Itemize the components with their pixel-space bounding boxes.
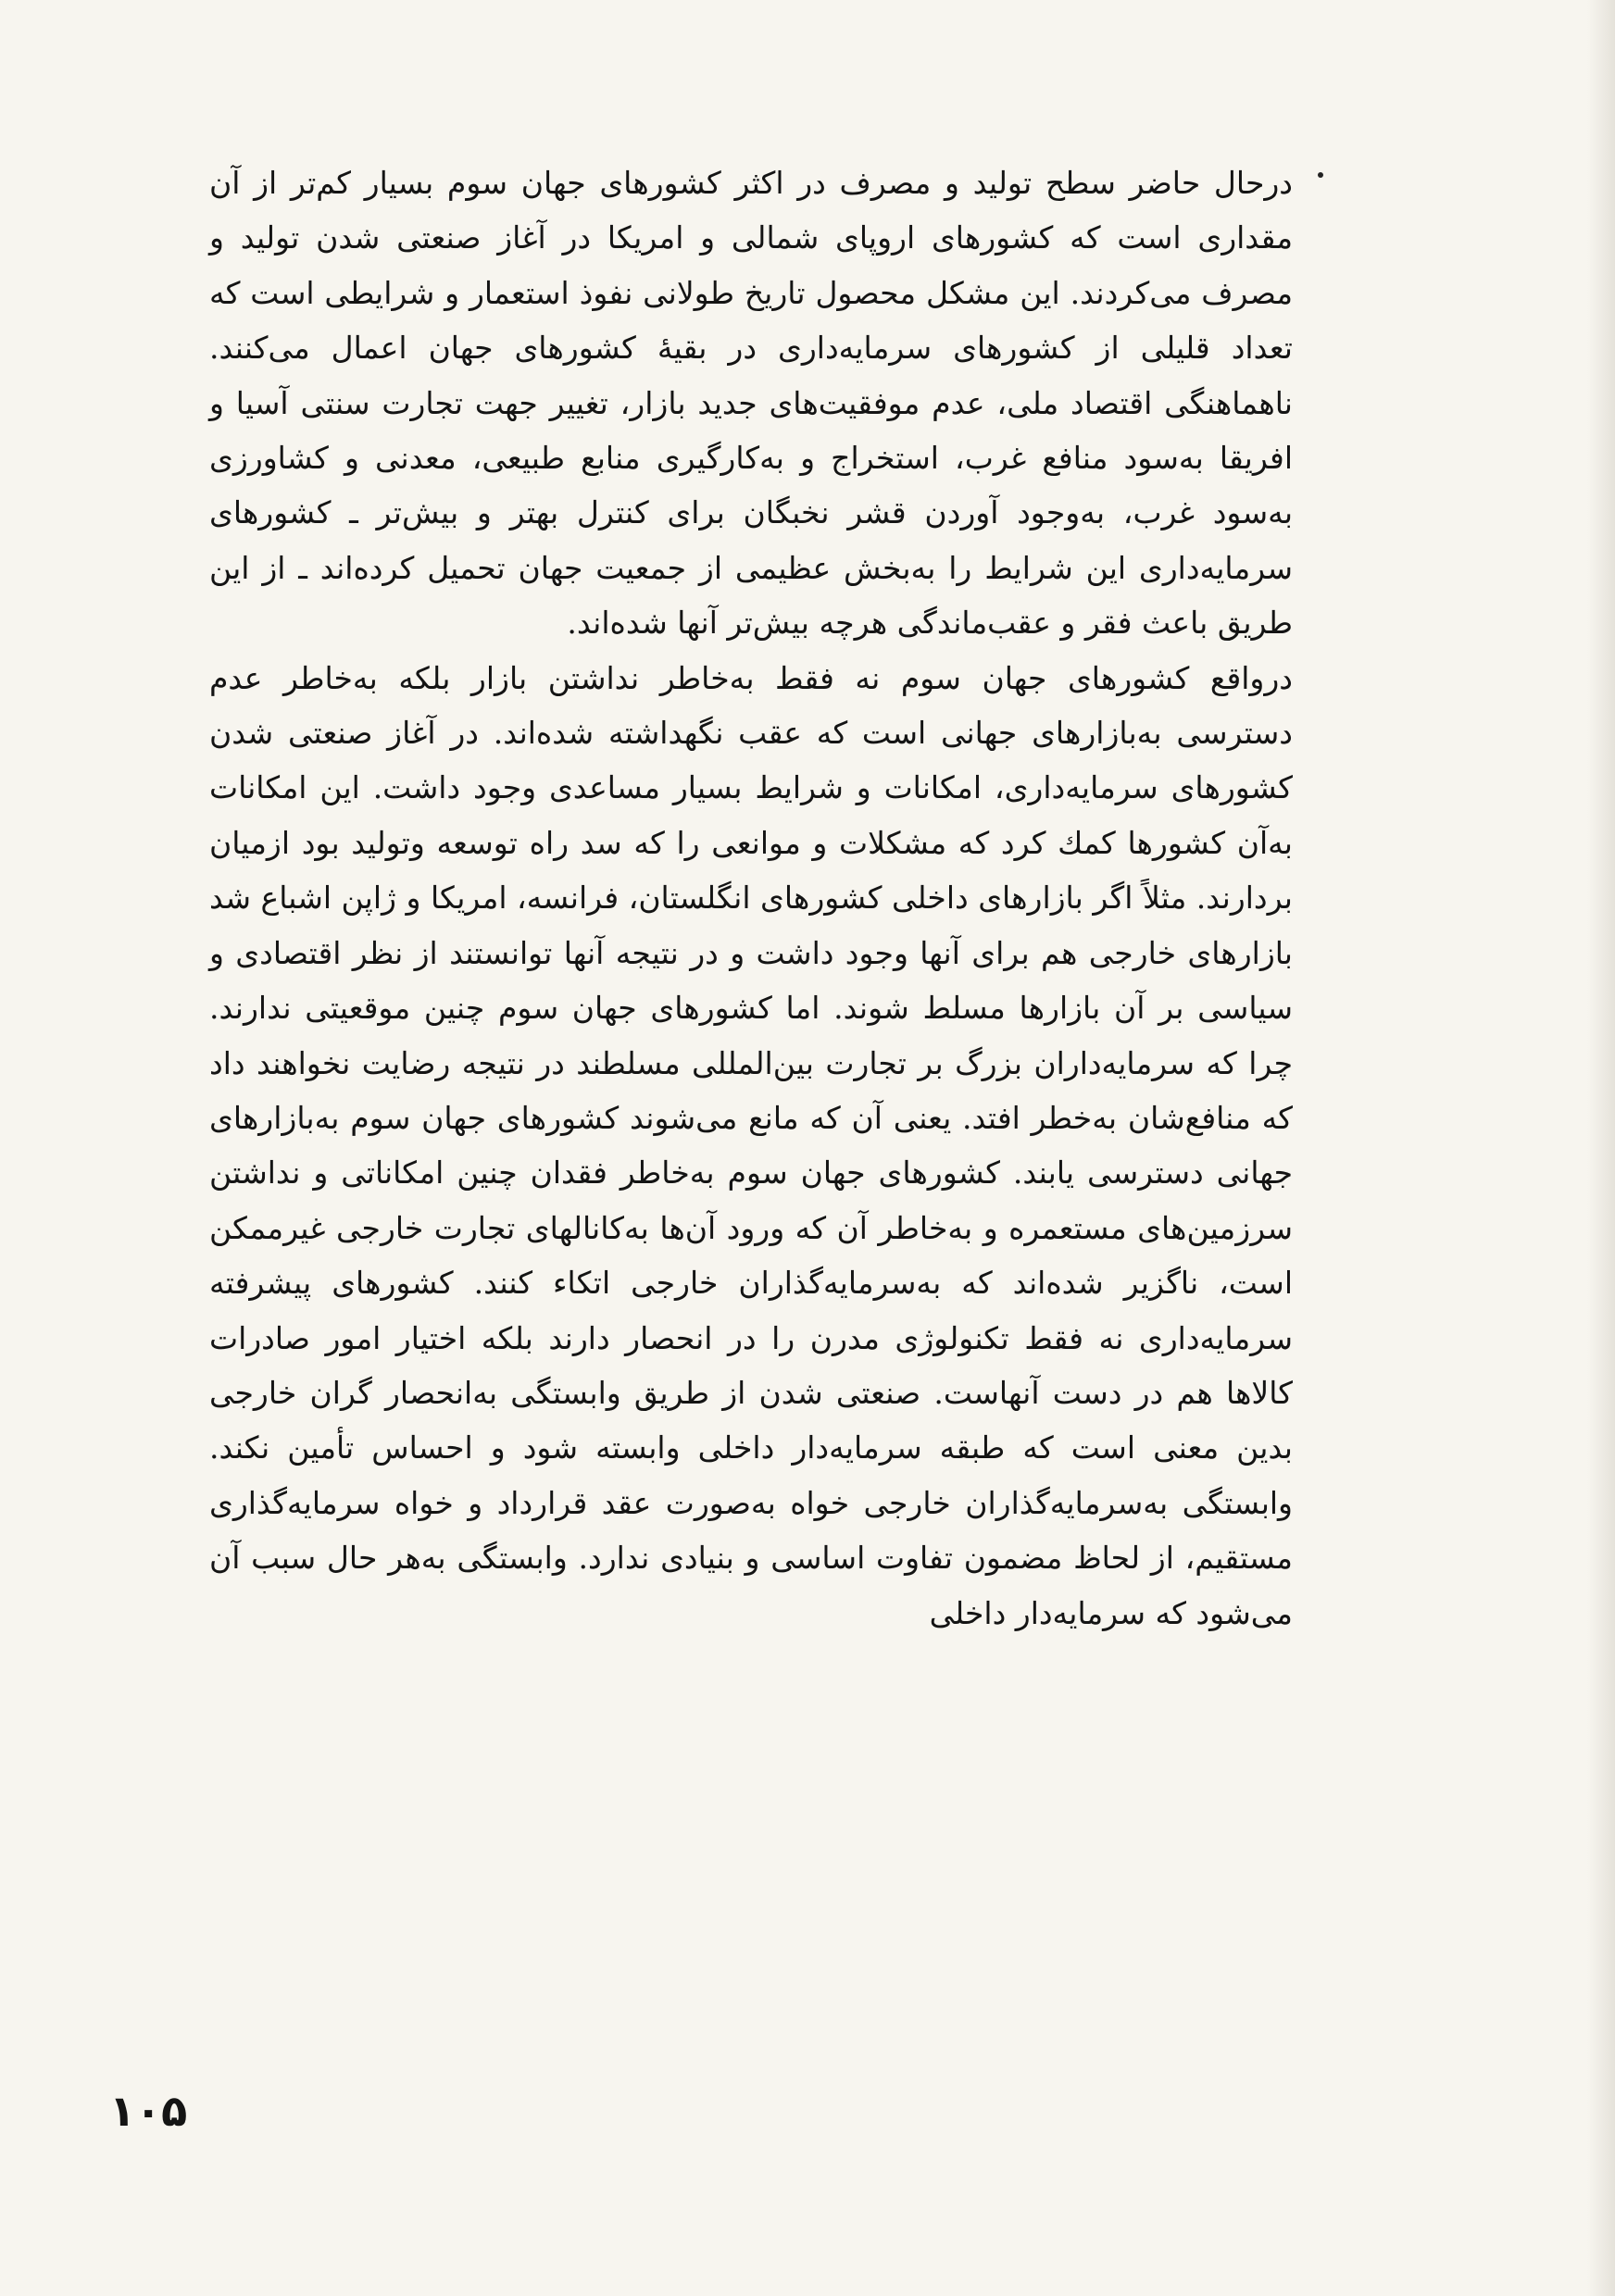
page-number: ۱۰۵ <box>109 2086 188 2136</box>
margin-dot <box>1318 172 1323 178</box>
page-edge-shadow <box>1587 0 1615 2296</box>
body-text <box>209 156 1293 1641</box>
paragraph-1: درحال حاضر سطح تولید و مصرف در اکثر کشورهای جهان سوم بسیار کم‌تر از آن مقداری است که کشورهای اروپای شمالی و امریکا در آغاز صنعتی شدن تولید و مصرف می‌کردند. این مشکل محصول تاریخ طولانی نفوذ استعمار و شرایطی است که تعداد قلیلی از کشورهای سرمایه‌داری در بقیهٔ کشورهای جهان اعمال می‌کنند. ناهماهنگی اقتصاد ملی، عدم موفقیت‌های جدید بازار، تغییر جهت تجارت سنتی آسیا و افریقا به‌سود منافع غرب، استخراج و به‌کارگیری منابع طبیعی، معدنی و کشاورزی به‌سود غرب، به‌وجود آوردن قشر نخبگان برای کنترل بهتر و بیش‌تر ـ کشورهای سرمایه‌داری این شرایط را به‌بخش عظیمی از جمعیت جهان تحمیل کرده‌اند ـ از این طریق باعث فقر و عقب‌ماندگی هرچه بیش‌تر آنها شده‌اند. <box>209 165 1293 642</box>
paragraph-2: درواقع کشورهای جهان سوم نه فقط به‌خاطر نداشتن بازار بلکه به‌خاطر عدم دسترسی به‌بازارهای جهانی است که عقب نگهداشته شده‌اند. در آغاز صنعتی شدن کشورهای سرمایه‌داری، امکانات و شرایط بسیار مساعدی وجود داشت. این امکانات به‌آن کشورها کمك کرد که مشکلات و موانعی را که سد راه توسعه وتولید بود ازمیان بردارند. مثلاً اگر بازارهای داخلی کشورهای انگلستان، فرانسه، امریکا و ژاپن اشباع شد بازارهای خارجی هم برای آنها وجود داشت و در نتیجه آنها توانستند از نظر اقتصادی و سیاسی بر آن بازارها مسلط شوند. اما کشورهای جهان سوم چنین موقعیتی ندارند. چرا که سرمایه‌داران بزرگ بر تجارت بین‌المللی مسلطند در نتیجه رضایت نخواهند داد که منافع‌شان به‌خطر افتد. یعنی آن که مانع می‌شوند کشورهای جهان سوم به‌بازارهای جهانی دسترسی یابند. کشورهای جهان سوم به‌خاطر فقدان چنین امکاناتی و نداشتن سرزمین‌های مستعمره و به‌خاطر آن که ورود آن‌ها به‌کانالهای تجارت خارجی غیرممکن است، ناگزیر شده‌اند که به‌سرمایه‌گذاران خارجی اتکاء کنند. کشورهای پیشرفته سرمایه‌داری نه فقط تکنولوژی مدرن را در انحصار دارند بلکه اختیار امور صادرات کالاها هم در دست آنهاست. صنعتی شدن از طریق وابستگی به‌انحصار گران خارجی بدین معنی است که طبقه سرمایه‌دار داخلی وابسته شود و احساس تأمین نکند. وابستگی به‌سرمایه‌گذاران خارجی خواه به‌صورت عقد قرارداد و خواه سرمایه‌گذاری مستقیم، از لحاظ مضمون تفاوت اساسی و بنیادی ندارد. وابستگی به‌هر حال سبب آن می‌شود که سرمایه‌دار داخلی <box>209 659 1293 1631</box>
